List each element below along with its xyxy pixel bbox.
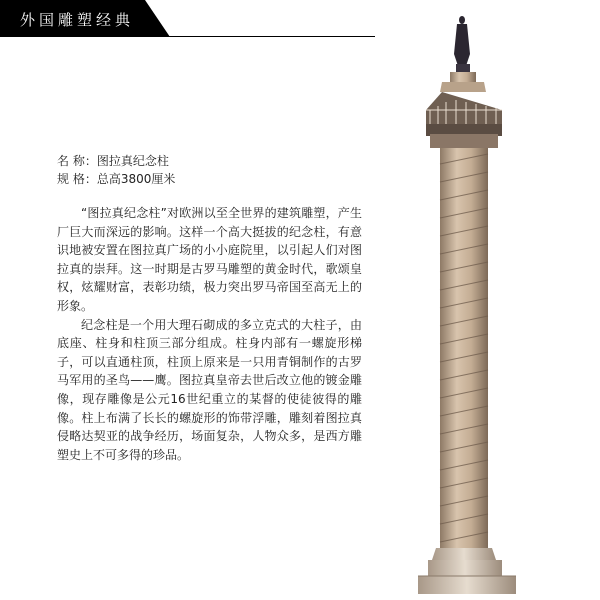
spec-value: 总高3800厘米 (96, 172, 176, 186)
statue-figure (454, 16, 470, 72)
header-divider (165, 36, 375, 37)
paragraph-2: 纪念柱是一个用大理石砌成的多立克式的大柱子，由底座、柱身和柱顶三部分组成。柱身内部有一螺旋形梯子，可以直通柱顶，柱顶上原来是一只用青铜制作的古罗马军用的圣鸟——鹰。图拉真皇帝去世后改立他的镀金雕像，现存雕像是公元16世纪重立的某督的使徒彼得的雕像。柱上布满了长长的螺旋形的饰带浮雕，雕刻着图拉真侵略达契亚的战争经历，场面复杂，人物众多，是西方雕塑史上不可多得的珍品。 (57, 317, 362, 462)
name-value: 图拉真纪念柱 (96, 154, 169, 168)
info-block (57, 152, 175, 188)
description (57, 204, 362, 464)
info-row-spec (57, 170, 175, 188)
pedestal (418, 576, 516, 594)
name-label: 名 称： (57, 154, 97, 168)
spec-label: 规 格： (57, 172, 97, 186)
page-title: 外国雕塑经典 (20, 11, 135, 29)
trajan-column-image (412, 14, 532, 594)
balustrade (426, 92, 502, 148)
paragraph-1: “图拉真纪念柱”对欧洲以至全世界的建筑雕塑，产生厂巨大而深远的影响。这样一个高大挺拔的纪念柱，有意识地被安置在图拉真广场的小小庭院里，以引起人们对图拉真的崇拜。这一时期是古罗马雕塑的黄金时代，歌颂皇权，炫耀财富，表彰功绩，极力突出罗马帝国至高无上的形象。 (57, 206, 362, 313)
column-shaft (440, 148, 488, 548)
info-row-name (57, 152, 175, 170)
